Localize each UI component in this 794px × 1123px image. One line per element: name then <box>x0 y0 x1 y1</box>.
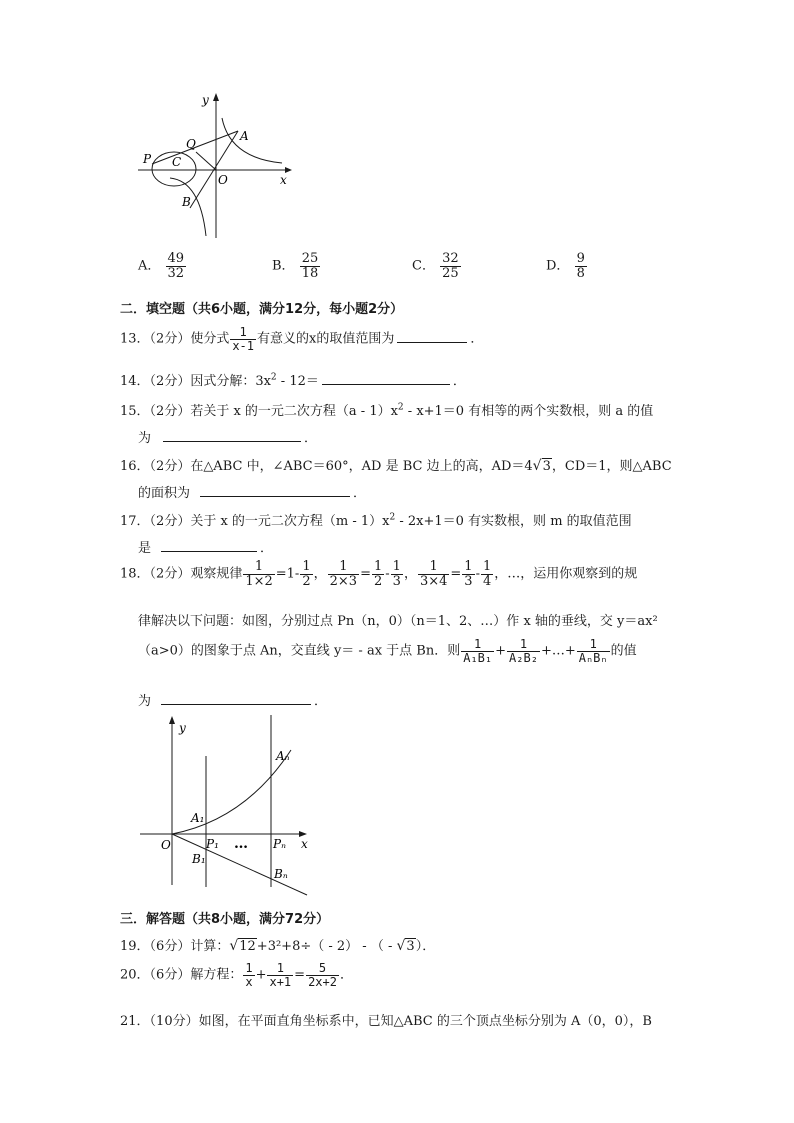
q18-line2: 律解决以下问题：如图，分别过点 Pn（n，0）（n＝1、2、…）作 x 轴的垂线，交 y＝ax² <box>138 614 658 629</box>
label-c: C <box>172 155 182 169</box>
question-13 <box>120 326 483 352</box>
q18-sum-frac-2: $\frac{1}{\text{A₂B₂}}$ <box>509 637 538 665</box>
label-a1: A₁ <box>191 811 205 825</box>
q20-eq: = <box>294 967 306 983</box>
option-fraction: $\frac{49}{32}$ <box>167 251 185 281</box>
q15-line2: 为 <box>138 431 152 446</box>
q13-fraction: $\frac{1}{x-1}$ <box>232 325 255 353</box>
question-16-line2 <box>138 482 366 501</box>
q18-frac-1b: $\frac{1}{2}$ <box>302 559 311 589</box>
q19-sqrt-2: 3 <box>406 939 415 954</box>
hyperbola-branch-upper <box>222 118 282 163</box>
q13-answer-blank[interactable] <box>397 330 467 343</box>
q20-frac-1: $\frac{1}{x}$ <box>245 961 253 989</box>
q18-line4: 为 <box>138 694 152 709</box>
option-a[interactable] <box>138 252 187 280</box>
parabola-curve <box>172 750 291 834</box>
q18-answer-blank[interactable] <box>161 692 311 705</box>
q18-frac-1: $\frac{1}{1\times 2}$ <box>245 559 273 589</box>
option-d[interactable] <box>546 252 588 280</box>
q20-frac-3: $\frac{5}{2x+2}$ <box>308 961 337 989</box>
q18-eq-2: = <box>360 566 371 582</box>
question-20: 20．（6分）解方程： $\frac{1}{x}$ + $\frac{1}{x+1}$ = $\frac{5}{2x+2}$ ． <box>120 961 353 989</box>
question-21: 21．（10分）如图，在平面直角坐标系中，已知△ABC 的三个顶点坐标分别为 A（0，0），B <box>120 1014 652 1029</box>
figure-hyperbola-circle <box>130 88 300 243</box>
q18-eq-1: =1- <box>275 566 300 582</box>
label-pn: Pₙ <box>273 837 286 851</box>
label-x: x <box>280 173 287 187</box>
q18-prefix: 18．（2分）观察规律 <box>120 566 243 582</box>
q14-exponent: 2 <box>270 372 277 383</box>
q14-answer-blank[interactable] <box>322 372 450 385</box>
label-q: Q <box>186 137 196 151</box>
q17-end: ． <box>260 541 274 556</box>
question-18-line4 <box>138 690 327 709</box>
q18-frac-2: $\frac{1}{2\times 3}$ <box>329 559 358 589</box>
option-b[interactable] <box>272 252 321 280</box>
option-fraction: $\frac{32}{25}$ <box>442 251 459 281</box>
sqrt-symbol: √ <box>396 938 406 954</box>
q15-answer-blank[interactable] <box>163 429 301 442</box>
q16-sqrt-value: 3 <box>542 459 551 474</box>
question-17-line1 <box>120 510 632 529</box>
label-p1: P₁ <box>206 837 219 851</box>
question-14 <box>120 370 466 389</box>
q19-end: ）． <box>415 939 436 954</box>
question-15-line2 <box>138 427 317 446</box>
line-qo <box>196 152 216 170</box>
q19-prefix: 19．（6分）计算： <box>120 939 230 954</box>
option-fraction: $\frac{25}{18}$ <box>301 251 319 281</box>
y-axis-arrow <box>213 93 219 101</box>
q18-line3-a: （a>0）的图象于点 An，交直线 y＝ - ax 于点 Bn．则 <box>138 643 461 659</box>
q18-eq-3: = <box>450 566 462 582</box>
q17-text-a: 17．（2分）关于 x 的一元二次方程（m - 1）x <box>120 514 390 529</box>
question-19 <box>120 935 435 954</box>
q13-suffix: 有意义的x的取值范围为 <box>257 331 395 347</box>
q20-end: ． <box>339 967 353 983</box>
option-letter: B． <box>272 258 295 274</box>
sqrt-symbol: √ <box>229 938 239 954</box>
label-y: y <box>202 93 209 107</box>
q18-frac-2b: $\frac{1}{2}$ <box>373 559 383 589</box>
label-b: B <box>182 195 191 209</box>
q16-text-b: ，CD＝1，则△ABC <box>551 459 672 474</box>
option-fraction: $\frac{9}{8}$ <box>576 251 585 281</box>
q18-line1-tail: ，…，运用你观察到的规 <box>494 566 638 582</box>
q17-text-b: - 2x+1＝0 有实数根，则 m 的取值范围 <box>395 514 632 529</box>
option-letter: C． <box>412 258 435 274</box>
q18-sum-frac-n: $\frac{1}{\text{AₙBₙ}}$ <box>578 637 608 665</box>
q20-prefix: 20．（6分）解方程： <box>120 967 243 983</box>
label-p: P <box>143 152 152 166</box>
q16-line2: 的面积为 <box>138 486 191 501</box>
q17-line2: 是 <box>138 541 152 556</box>
q18-frac-3c: $\frac{1}{4}$ <box>482 559 492 589</box>
q14-end: ． <box>452 374 466 389</box>
option-letter: A． <box>138 258 161 274</box>
q18-minus-3: - <box>475 566 480 582</box>
q18-sum-frac-1: $\frac{1}{\text{A₁B₁}}$ <box>463 637 493 665</box>
label-a: A <box>240 129 249 143</box>
q14-prefix: 14．（2分）因式分解：3x <box>120 374 271 389</box>
q16-end: ． <box>353 486 367 501</box>
q14-rest: - 12＝ <box>276 374 319 389</box>
q17-answer-blank[interactable] <box>161 539 257 552</box>
q20-frac-2: $\frac{1}{x+1}$ <box>269 961 292 989</box>
q18-minus-2: - <box>385 566 390 582</box>
sqrt-symbol: √ <box>532 458 542 474</box>
question-15-line1 <box>120 400 653 419</box>
label-dots: … <box>234 836 248 852</box>
q19-sqrt-1: 12 <box>239 939 256 954</box>
section-title-answer: 三．解答题（共8小题，满分72分） <box>120 912 330 927</box>
figure-parabola-line <box>135 710 320 900</box>
label-b1: B₁ <box>192 852 206 866</box>
q18-frac-3: $\frac{1}{3\times 4}$ <box>419 559 448 589</box>
q18-frac-3b: $\frac{1}{3}$ <box>464 559 473 589</box>
question-18-line3 <box>138 638 637 664</box>
q18-line3-tail: 的值 <box>610 643 637 659</box>
q15-exponent: 2 <box>397 402 404 413</box>
question-16-line1 <box>120 455 672 474</box>
label-o: O <box>161 838 171 852</box>
q15-text-b: - x+1＝0 有相等的两个实数根，则 a 的值 <box>403 404 654 419</box>
q18-dots: +…+ <box>540 643 576 659</box>
question-18-line1: 18．（2分）观察规律 $\frac{1}{1\times 2}$ =1- $\frac{1}{2}$ ， $\frac{1}{2\times 3}$ = $\frac{1}{2}$ - $\frac{1}{3}$ ， $\frac{1}{3\times 4}$ = $\frac{1}{3}$ - $\frac{1}{4}$ ，…，运用你观察到的规 <box>120 559 638 589</box>
q18-frac-2c: $\frac{1}{3}$ <box>392 559 401 589</box>
q16-text-a: 16．（2分）在△ABC 中，∠ABC＝60°，AD 是 BC 边上的高，AD＝4 <box>120 459 533 474</box>
question-18-line2 <box>138 610 658 629</box>
label-an: Aₙ <box>276 749 290 763</box>
option-letter: D． <box>546 258 570 274</box>
q18-plus: + <box>495 643 507 659</box>
q19-mid: +3²+8÷（ - 2） - （ - <box>256 939 397 954</box>
q16-answer-blank[interactable] <box>200 484 350 497</box>
label-o: O <box>218 173 228 187</box>
q13-prefix: 13．（2分）使分式 <box>120 331 230 347</box>
q15-text-a: 15．（2分）若关于 x 的一元二次方程（a - 1）x <box>120 404 398 419</box>
label-y: y <box>179 721 186 735</box>
y-axis-arrow <box>169 716 175 724</box>
q18-end: ． <box>314 694 328 709</box>
label-bn: Bₙ <box>274 867 288 881</box>
q13-end: ． <box>470 331 484 347</box>
q15-end: ． <box>304 431 318 446</box>
label-x: x <box>301 837 308 851</box>
option-c[interactable] <box>412 252 462 280</box>
question-17-line2 <box>138 537 273 556</box>
q17-exponent: 2 <box>389 512 396 523</box>
section-title-fill-in: 二．填空题（共6小题，满分12分，每小题2分） <box>120 302 404 317</box>
